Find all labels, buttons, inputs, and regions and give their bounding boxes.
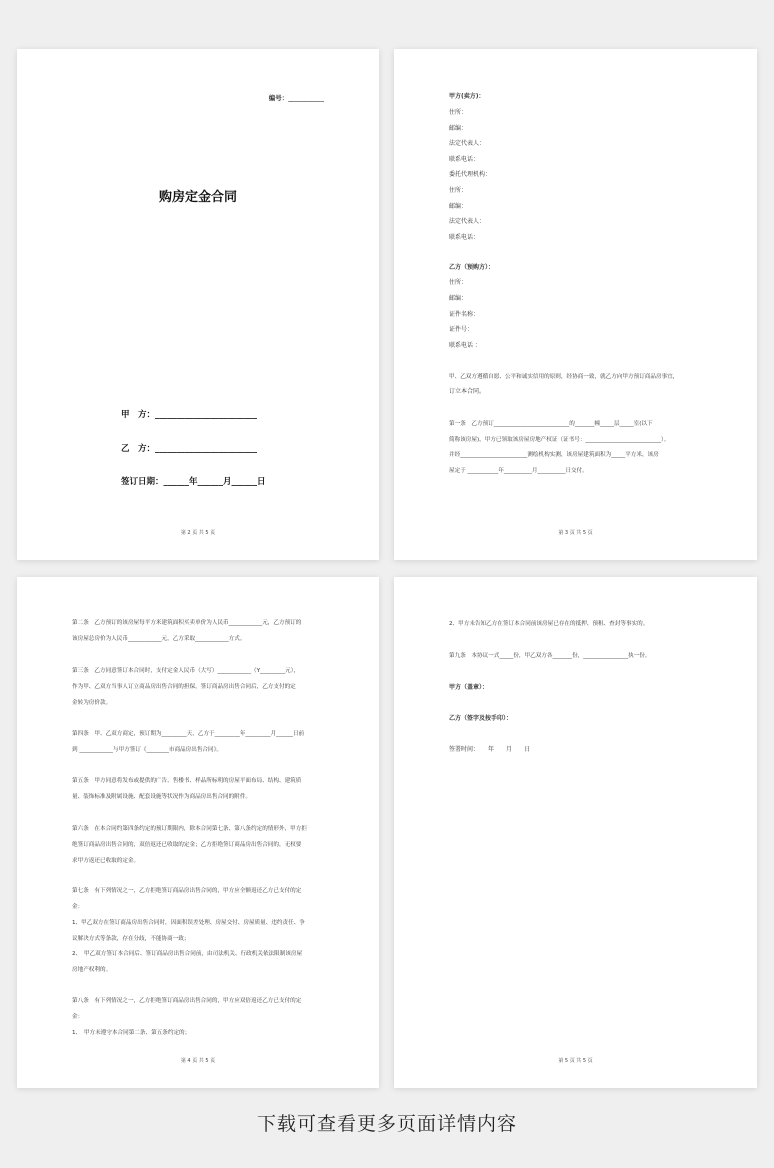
contract-page-signatures	[394, 577, 757, 1088]
party-a-line: 甲 方：________________________	[121, 410, 258, 420]
text-line: 证件名称：	[449, 311, 480, 318]
page-footer: 第 3 页 共 5 页	[558, 530, 593, 536]
text-line: 并经________________________测绘机构实测，该房屋建筑面积为_____平方米，该房	[449, 452, 659, 458]
text-line: 金转为房价款。	[72, 700, 112, 706]
text-line: 绝签订商品房出售合同的，双倍返还已收取的定金；乙方拒绝签订商品房出售合同的，无权要	[72, 842, 302, 848]
text-line: 2、 甲乙双方签订本合同后、签订商品房出售合同前，由司法机关、行政机关依法限制该房屋	[72, 951, 303, 957]
text-line: 甲、乙双方遵循自愿、公平和诚实信用的原则，经协商一致，就乙方向甲方预订商品房事宜，	[449, 374, 679, 380]
contract-page-terms	[17, 577, 379, 1088]
text-line: 联系电话 ：	[449, 342, 481, 349]
text-line: 邮编：	[449, 125, 468, 132]
text-line: 联系电话：	[449, 234, 480, 241]
text-line: 作为甲、乙双方当事人订立商品房出售合同的担保，签订商品房出售合同后，乙方支付的定	[72, 684, 296, 690]
text-line: 住所：	[449, 109, 468, 116]
text-line: 到 ____________与甲方签订《________市商品房出售合同》。	[72, 747, 223, 753]
text-line: 委托代理机构：	[449, 171, 492, 178]
contract-page-parties	[394, 49, 757, 560]
text-line: 第三条 乙方同意签订本合同时，支付定金人民币（大写）____________（Y_________元），	[72, 668, 300, 674]
party-b-line: 乙 方：________________________	[121, 444, 258, 454]
text-line: 乙方（签字及按手印）：	[449, 715, 513, 722]
text-line: 第八条 有下列情况之一，乙方拒绝签订商品房出售合同的，甲方应双倍返还乙方已支付的定	[72, 998, 302, 1004]
page-footer: 第 5 页 共 5 页	[558, 1058, 593, 1064]
text-line: 住所：	[449, 187, 468, 194]
text-line: 金：	[72, 904, 84, 910]
page-footer: 第 4 页 共 5 页	[180, 1058, 216, 1064]
contract-number-label: 编号：___________	[268, 94, 324, 102]
sign-date-line: 签订日期：______年______月______日	[121, 477, 266, 487]
text-line: 该房屋总房价为人民币____________元，乙方采取____________方式。	[72, 636, 246, 642]
text-line: 证件号：	[449, 326, 474, 333]
text-line: 房地产权利的。	[72, 967, 112, 973]
text-line: 1、 甲方未遵守本合同第二条、第五条约定的；	[72, 1030, 191, 1036]
page-footer: 第 2 页 共 5 页	[180, 530, 216, 536]
text-line: 订立本合同。	[449, 388, 486, 395]
contract-page-cover	[17, 49, 379, 560]
text-line: 法定代表人：	[449, 218, 486, 225]
text-line: 金：	[72, 1014, 84, 1020]
text-line: 第五条 甲方同意将发布或提供的广告、售楼书、样品所标明的房屋平面布局、结构、建筑质	[72, 778, 302, 784]
text-line: 第七条 有下列情况之一，乙方拒绝签订商品房出售合同的，甲方应全额返还乙方已支付的定	[72, 888, 302, 894]
text-line: 简称该房屋)，甲方已领取该房屋房地产权证（证书号：___________________________）。	[449, 437, 670, 443]
text-line: 第四条 甲、乙双方商定，预订期为_________天，乙方于_________年_________月______日前	[72, 731, 305, 737]
text-line: 屋定于 ___________年__________月__________日交付。	[449, 468, 588, 474]
text-line: 法定代表人：	[449, 140, 486, 147]
download-caption: 下载可查看更多页面详情内容	[256, 1113, 517, 1135]
text-line: 邮编：	[449, 203, 468, 210]
text-line: 第六条 在本合同约第四条约定的预订期限内，除本合同第七条、第八条约定的情形外，甲方拒	[72, 826, 307, 832]
text-line: 1、甲乙双方在签订商品房出售合同时，因面积误差处理、房屋交付、房屋质量、违约责任、争	[72, 920, 305, 926]
text-line: 2、甲方未告知乙方在签订本合同前该房屋已存在的抵押、预租、查封等事实的。	[449, 621, 649, 627]
text-line: 签署时间： 年 月 日	[449, 746, 531, 753]
text-line: 求甲方返还已收取的定金。	[72, 858, 140, 864]
text-line: 邮编：	[449, 295, 468, 302]
text-line: 联系电话：	[449, 156, 480, 163]
text-line: 量、装饰标准及附属设施、配套设施等状况作为商品房出售合同的附件。	[72, 794, 252, 800]
text-line: 住所：	[449, 279, 468, 286]
text-line: 第九条 本协议一式_____份，甲乙双方各_______份，________________执一份。	[449, 653, 651, 659]
text-line: 第二条 乙方预订的该房屋每平方米建筑面积买卖单价为人民币____________元，乙方预订的	[72, 620, 302, 626]
text-line: 乙方（预购方）：	[449, 264, 495, 271]
text-line: 议解决方式等条款，存在分歧，不能协商一致；	[72, 936, 190, 942]
contract-title: 购房定金合同	[158, 190, 237, 205]
text-line: 甲方(卖方)：	[449, 93, 485, 100]
text-line: 第一条 乙方预订___________________________的_______幢_____层_____室(以下	[449, 421, 653, 427]
text-line: 甲方（盖章）：	[449, 684, 489, 691]
